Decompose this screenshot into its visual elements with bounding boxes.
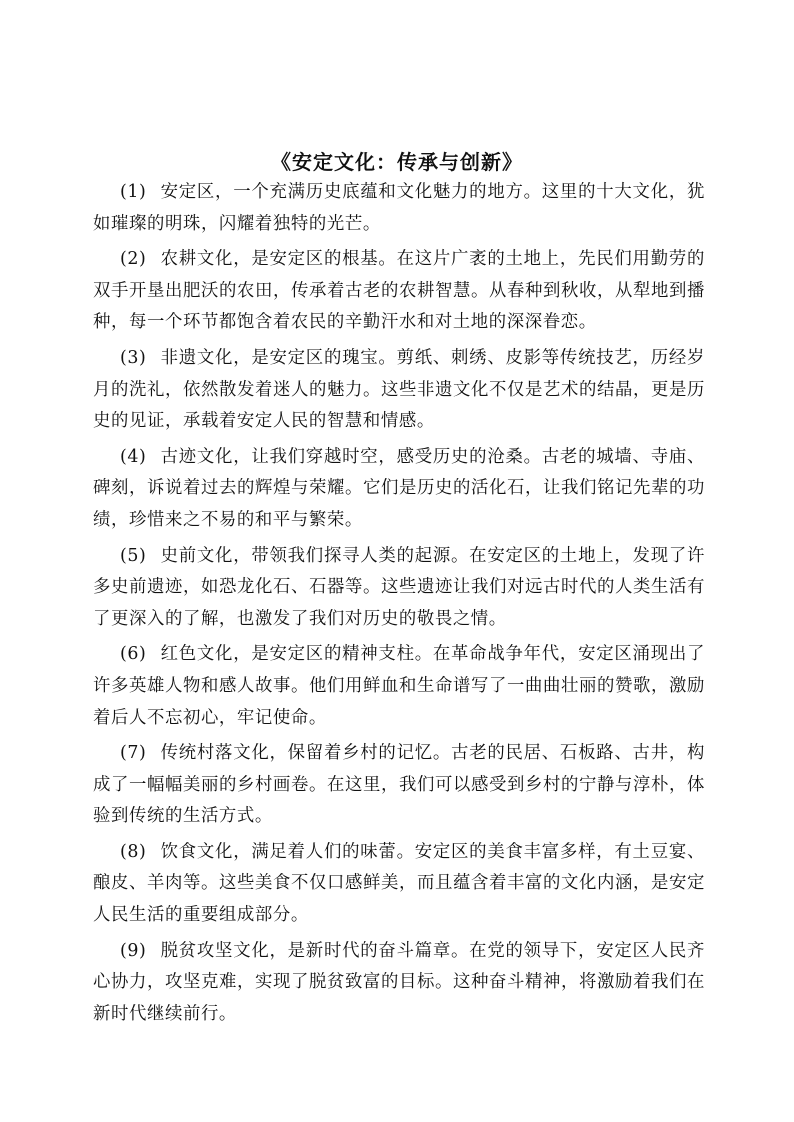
document-title: 《安定文化：传承与创新》 [271,150,523,174]
document-body [93,177,705,1034]
paragraph-2 [93,244,705,339]
paragraph-number: (7) [120,743,147,764]
paragraph-text: 饮食文化，满足着人们的味蕾。安定区的美食丰富多样，有土豆宴、酿皮、羊肉等。这些美食不仅口感鲜美，而且蕴含着丰富的文化内涵，是安定人民生活的重要组成部分。 [93,841,705,926]
paragraph-6 [93,639,705,734]
paragraph-number: (6) [120,644,147,665]
paragraph-number: (8) [120,841,147,862]
paragraph-1 [93,177,705,240]
paragraph-text: 脱贫攻坚文化，是新时代的奋斗篇章。在党的领导下，安定区人民齐心协力，攻坚克难，实现了脱贫致富的目标。这种奋斗精神，将激励着我们在新时代继续前行。 [93,940,705,1024]
paragraph-9 [93,936,705,1031]
paragraph-3 [93,343,705,438]
paragraph-number: (5) [120,545,147,566]
paragraph-text: 红色文化，是安定区的精神支柱。在革命战争年代，安定区涌现出了许多英雄人物和感人故事。他们用鲜血和生命谱写了一曲曲壮丽的赞歌，激励着后人不忘初心，牢记使命。 [93,644,705,728]
paragraph-number: (3) [120,347,147,368]
paragraph-text: 古迹文化，让我们穿越时空，感受历史的沧桑。古老的城墙、寺庙、碑刻，诉说着过去的辉煌与荣耀。它们是历史的活化石，让我们铭记先辈的功绩，珍惜来之不易的和平与繁荣。 [93,446,705,530]
paragraph-text: 安定区，一个充满历史底蕴和文化魅力的地方。这里的十大文化，犹如璀璨的明珠，闪耀着独特的光芒。 [93,182,705,234]
paragraph-number: (2) [120,249,147,270]
paragraph-text: 农耕文化，是安定区的根基。在这片广袤的土地上，先民们用勤劳的双手开垦出肥沃的农田，传承着古老的农耕智慧。从春种到秋收，从犁地到播种，每一个环节都饱含着农民的辛勤汗水和对土地的深深眷恋。 [93,249,705,333]
paragraph-text: 传统村落文化，保留着乡村的记忆。古老的民居、石板路、古井，构成了一幅幅美丽的乡村画卷。在这里，我们可以感受到乡村的宁静与淳朴，体验到传统的生活方式。 [93,743,705,827]
paragraph-number: (4) [120,446,147,467]
paragraph-4 [93,442,705,537]
paragraph-7 [93,738,705,833]
paragraph-text: 史前文化，带领我们探寻人类的起源。在安定区的土地上，发现了许多史前遗迹，如恐龙化石、石器等。这些遗迹让我们对远古时代的人类生活有了更深入的了解，也激发了我们对历史的敬畏之情。 [93,545,705,629]
paragraph-number: (1) [120,182,147,202]
paragraph-text: 非遗文化，是安定区的瑰宝。剪纸、刺绣、皮影等传统技艺，历经岁月的洗礼，依然散发着迷人的魅力。这些非遗文化不仅是艺术的结晶，更是历史的见证，承载着安定人民的智慧和情感。 [93,347,705,432]
paragraph-5 [93,541,705,636]
paragraph-number: (9) [120,940,147,961]
paragraph-8 [93,837,705,932]
